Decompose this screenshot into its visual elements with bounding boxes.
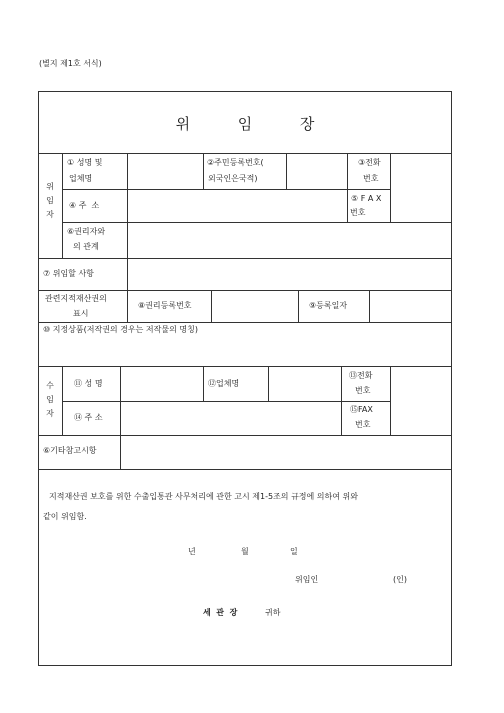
statement-line-2: 같이 위임함. — [43, 512, 87, 521]
signer-name-field[interactable] — [325, 572, 390, 588]
product-field[interactable] — [39, 338, 451, 366]
form-label: (별지 제1호 서식) — [39, 59, 102, 68]
relation-label: ⑥권리자와 — [67, 227, 106, 236]
statement-line-1: 지적재산권 보호를 위한 수출입통관 사무처리에 관한 고시 제1-5조의 규정에 의하여 위와 — [49, 492, 358, 501]
ip-label-2: 표시 — [73, 309, 89, 318]
date-day: 일 — [290, 547, 298, 556]
rule — [62, 366, 63, 435]
page-title: 위 임 장 — [175, 115, 315, 133]
delegate-fax-label: ⑮FAX — [350, 405, 373, 414]
rule — [38, 469, 452, 470]
delegate-phone-label-2: 번호 — [355, 386, 371, 395]
ip-label: 관련지적재산권의 — [45, 294, 107, 303]
delegate-fax-label-2: 번호 — [355, 420, 371, 429]
delegator-address-field[interactable] — [128, 190, 347, 222]
rule — [62, 153, 63, 258]
phone-label: ③전화 — [358, 158, 381, 167]
seal-label: (인) — [393, 575, 407, 584]
reg-date-label: ⑨등록일자 — [309, 301, 348, 310]
fax-label: ⑤ F A X — [351, 194, 382, 203]
id-label: ②주민등록번호( — [207, 158, 264, 167]
section-char: 자 — [46, 210, 54, 219]
product-label: ⑩ 지정상품(저작권의 경우는 저작물의 명칭) — [43, 325, 198, 334]
addressee-name: 세 관 장 — [203, 608, 238, 617]
section-char: 자 — [46, 409, 54, 418]
address-label: ④ 주 소 — [69, 201, 100, 210]
section-char: 위 — [46, 182, 54, 191]
delegated-matters-label: ⑦ 위임할 사항 — [43, 269, 94, 278]
delegate-section-label — [38, 379, 62, 421]
relation-field[interactable] — [128, 223, 451, 258]
id-label-2: 외국인은국적) — [208, 174, 258, 183]
delegate-company-field[interactable] — [269, 367, 341, 401]
other-label: ⑥기타참고시항 — [43, 446, 97, 455]
relation-label-2: 의 관계 — [73, 242, 99, 251]
name-label-2: 업체명 — [69, 174, 93, 183]
delegator-fax-field[interactable] — [391, 190, 451, 222]
delegator-section-label — [38, 180, 62, 222]
reg-no-field[interactable] — [212, 291, 298, 322]
date-month: 월 — [241, 547, 249, 556]
rule — [203, 153, 204, 189]
delegate-company-label: ⑫업체명 — [208, 379, 240, 388]
delegate-name-label: ⑪ 성 명 — [74, 379, 103, 388]
delegate-address-field[interactable] — [121, 402, 341, 435]
section-char: 수 — [46, 381, 54, 390]
addressee-suffix: 귀하 — [265, 608, 281, 617]
delegate-name-field[interactable] — [121, 367, 203, 401]
other-field[interactable] — [121, 436, 451, 469]
fax-label-2: 번호 — [350, 208, 366, 217]
rule — [203, 366, 204, 401]
signer-label: 위임인 — [295, 575, 319, 584]
delegator-id-field[interactable] — [287, 154, 347, 189]
delegator-name-field[interactable] — [128, 154, 203, 189]
delegate-phone-field[interactable] — [391, 367, 451, 401]
rule — [298, 290, 299, 322]
delegate-fax-field[interactable] — [391, 402, 451, 435]
section-char: 임 — [46, 395, 54, 404]
rule — [347, 153, 348, 222]
section-char: 임 — [46, 196, 54, 205]
delegate-address-label: ⑭ 주 소 — [74, 413, 103, 422]
delegate-phone-label: ⑬전화 — [349, 371, 373, 380]
reg-date-field[interactable] — [370, 291, 451, 322]
delegator-phone-field[interactable] — [391, 154, 451, 189]
date-year: 년 — [188, 547, 196, 556]
reg-no-label: ⑧권리등록번호 — [138, 301, 192, 310]
delegated-matters-field[interactable] — [128, 259, 451, 290]
rule — [341, 366, 342, 435]
name-label: ① 성명 및 — [67, 158, 103, 167]
phone-label-2: 번호 — [363, 174, 379, 183]
